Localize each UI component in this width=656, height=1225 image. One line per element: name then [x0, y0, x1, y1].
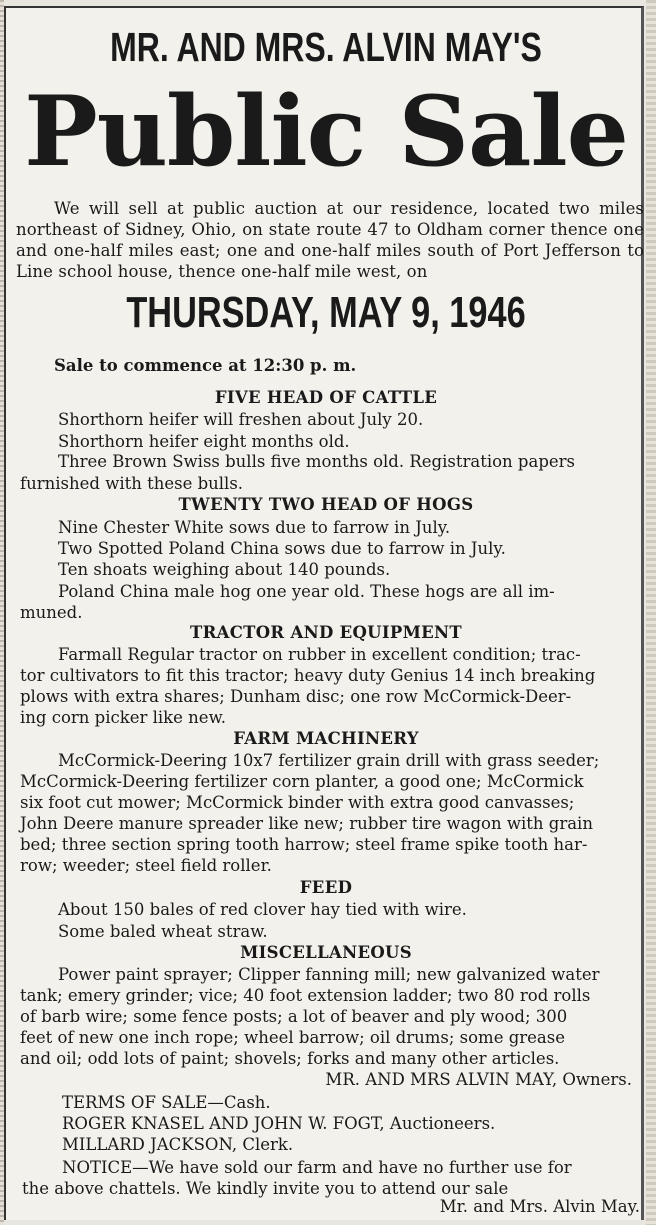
tractor-heading: TRACTOR AND EQUIPMENT: [190, 623, 462, 642]
tractor-line: ing corn picker like new.: [20, 708, 226, 727]
feed-heading: FEED: [299, 878, 353, 897]
machinery-heading: FARM MACHINERY: [233, 729, 419, 748]
misc-line: feet of new one inch rope; wheel barrow; oil drums; some grease: [20, 1028, 565, 1047]
hogs-line: muned.: [20, 603, 83, 622]
cattle-line: Shorthorn heifer will freshen about July 20.: [58, 410, 424, 429]
advertisement-box: [4, 6, 644, 1220]
owners-signature: MR. AND MRS ALVIN MAY, Owners.: [325, 1070, 632, 1089]
cattle-heading: FIVE HEAD OF CATTLE: [214, 388, 438, 407]
hogs-heading: TWENTY TWO HEAD OF HOGS: [178, 495, 474, 514]
machinery-line: McCormick-Deering fertilizer corn planter, a good one; McCormick: [20, 772, 584, 791]
auctioneers: ROGER KNASEL AND JOHN W. FOGT, Auctioneers.: [62, 1114, 496, 1133]
machinery-line: six foot cut mower; McCormick binder with extra good canvasses;: [20, 793, 575, 812]
sale-date: THURSDAY, MAY 9, 1946: [126, 288, 526, 337]
title-heading: Public Sale: [24, 75, 628, 188]
machinery-line: McCormick-Deering 10x7 fertilizer grain drill with grass seeder;: [58, 751, 600, 770]
tractor-line: tor cultivators to fit this tractor; heavy duty Genius 14 inch breaking: [20, 666, 596, 685]
intro-paragraph: We will sell at public auction at our residence, located two miles northeast of Sidney, Ohio, on state route 47 to Oldham corner thence one and one-half miles east; one and one-half miles south of Port Jefferson to Line school house, thence one-half mile west, on: [16, 199, 644, 281]
notice-line: the above chattels. We kindly invite you to attend our sale: [22, 1179, 509, 1198]
clerk: MILLARD JACKSON, Clerk.: [62, 1135, 294, 1154]
misc-line: of barb wire; some fence posts; a lot of beaver and ply wood; 300: [20, 1007, 568, 1026]
cattle-line: furnished with these bulls.: [20, 474, 244, 493]
terms-of-sale: TERMS OF SALE—Cash.: [62, 1093, 271, 1112]
tractor-line: Farmall Regular tractor on rubber in excellent condition; trac-: [58, 645, 581, 664]
hogs-line: Ten shoats weighing about 140 pounds.: [58, 560, 391, 579]
start-time: Sale to commence at 12:30 p. m.: [54, 356, 357, 375]
misc-heading: MISCELLANEOUS: [240, 943, 412, 962]
cattle-line: Shorthorn heifer eight months old.: [58, 432, 350, 451]
misc-line: Power paint sprayer; Clipper fanning mill; new galvanized water: [58, 965, 600, 984]
misc-line: and oil; odd lots of paint; shovels; forks and many other articles.: [20, 1049, 560, 1068]
hogs-line: Two Spotted Poland China sows due to farrow in July.: [58, 539, 506, 558]
tractor-line: plows with extra shares; Dunham disc; one row McCormick-Deer-: [20, 687, 572, 706]
cattle-line: Three Brown Swiss bulls five months old. Registration papers: [58, 452, 575, 471]
notice-line: NOTICE—We have sold our farm and have no further use for: [62, 1158, 572, 1177]
hogs-line: Nine Chester White sows due to farrow in July.: [58, 518, 451, 537]
machinery-line: John Deere manure spreader like new; rubber tire wagon with grain: [20, 814, 593, 833]
feed-line: Some baled wheat straw.: [58, 922, 268, 941]
hogs-line: Poland China male hog one year old. These hogs are all im-: [58, 582, 555, 601]
machinery-line: row; weeder; steel field roller.: [20, 856, 272, 875]
feed-line: About 150 bales of red clover hay tied with wire.: [58, 900, 467, 919]
machinery-line: bed; three section spring tooth harrow; steel frame spike tooth har-: [20, 835, 588, 854]
closing-signature: Mr. and Mrs. Alvin May.: [439, 1197, 640, 1216]
misc-line: tank; emery grinder; vice; 40 foot extension ladder; two 80 rod rolls: [20, 986, 591, 1005]
owner-heading: MR. AND MRS. ALVIN MAY'S: [110, 24, 542, 70]
